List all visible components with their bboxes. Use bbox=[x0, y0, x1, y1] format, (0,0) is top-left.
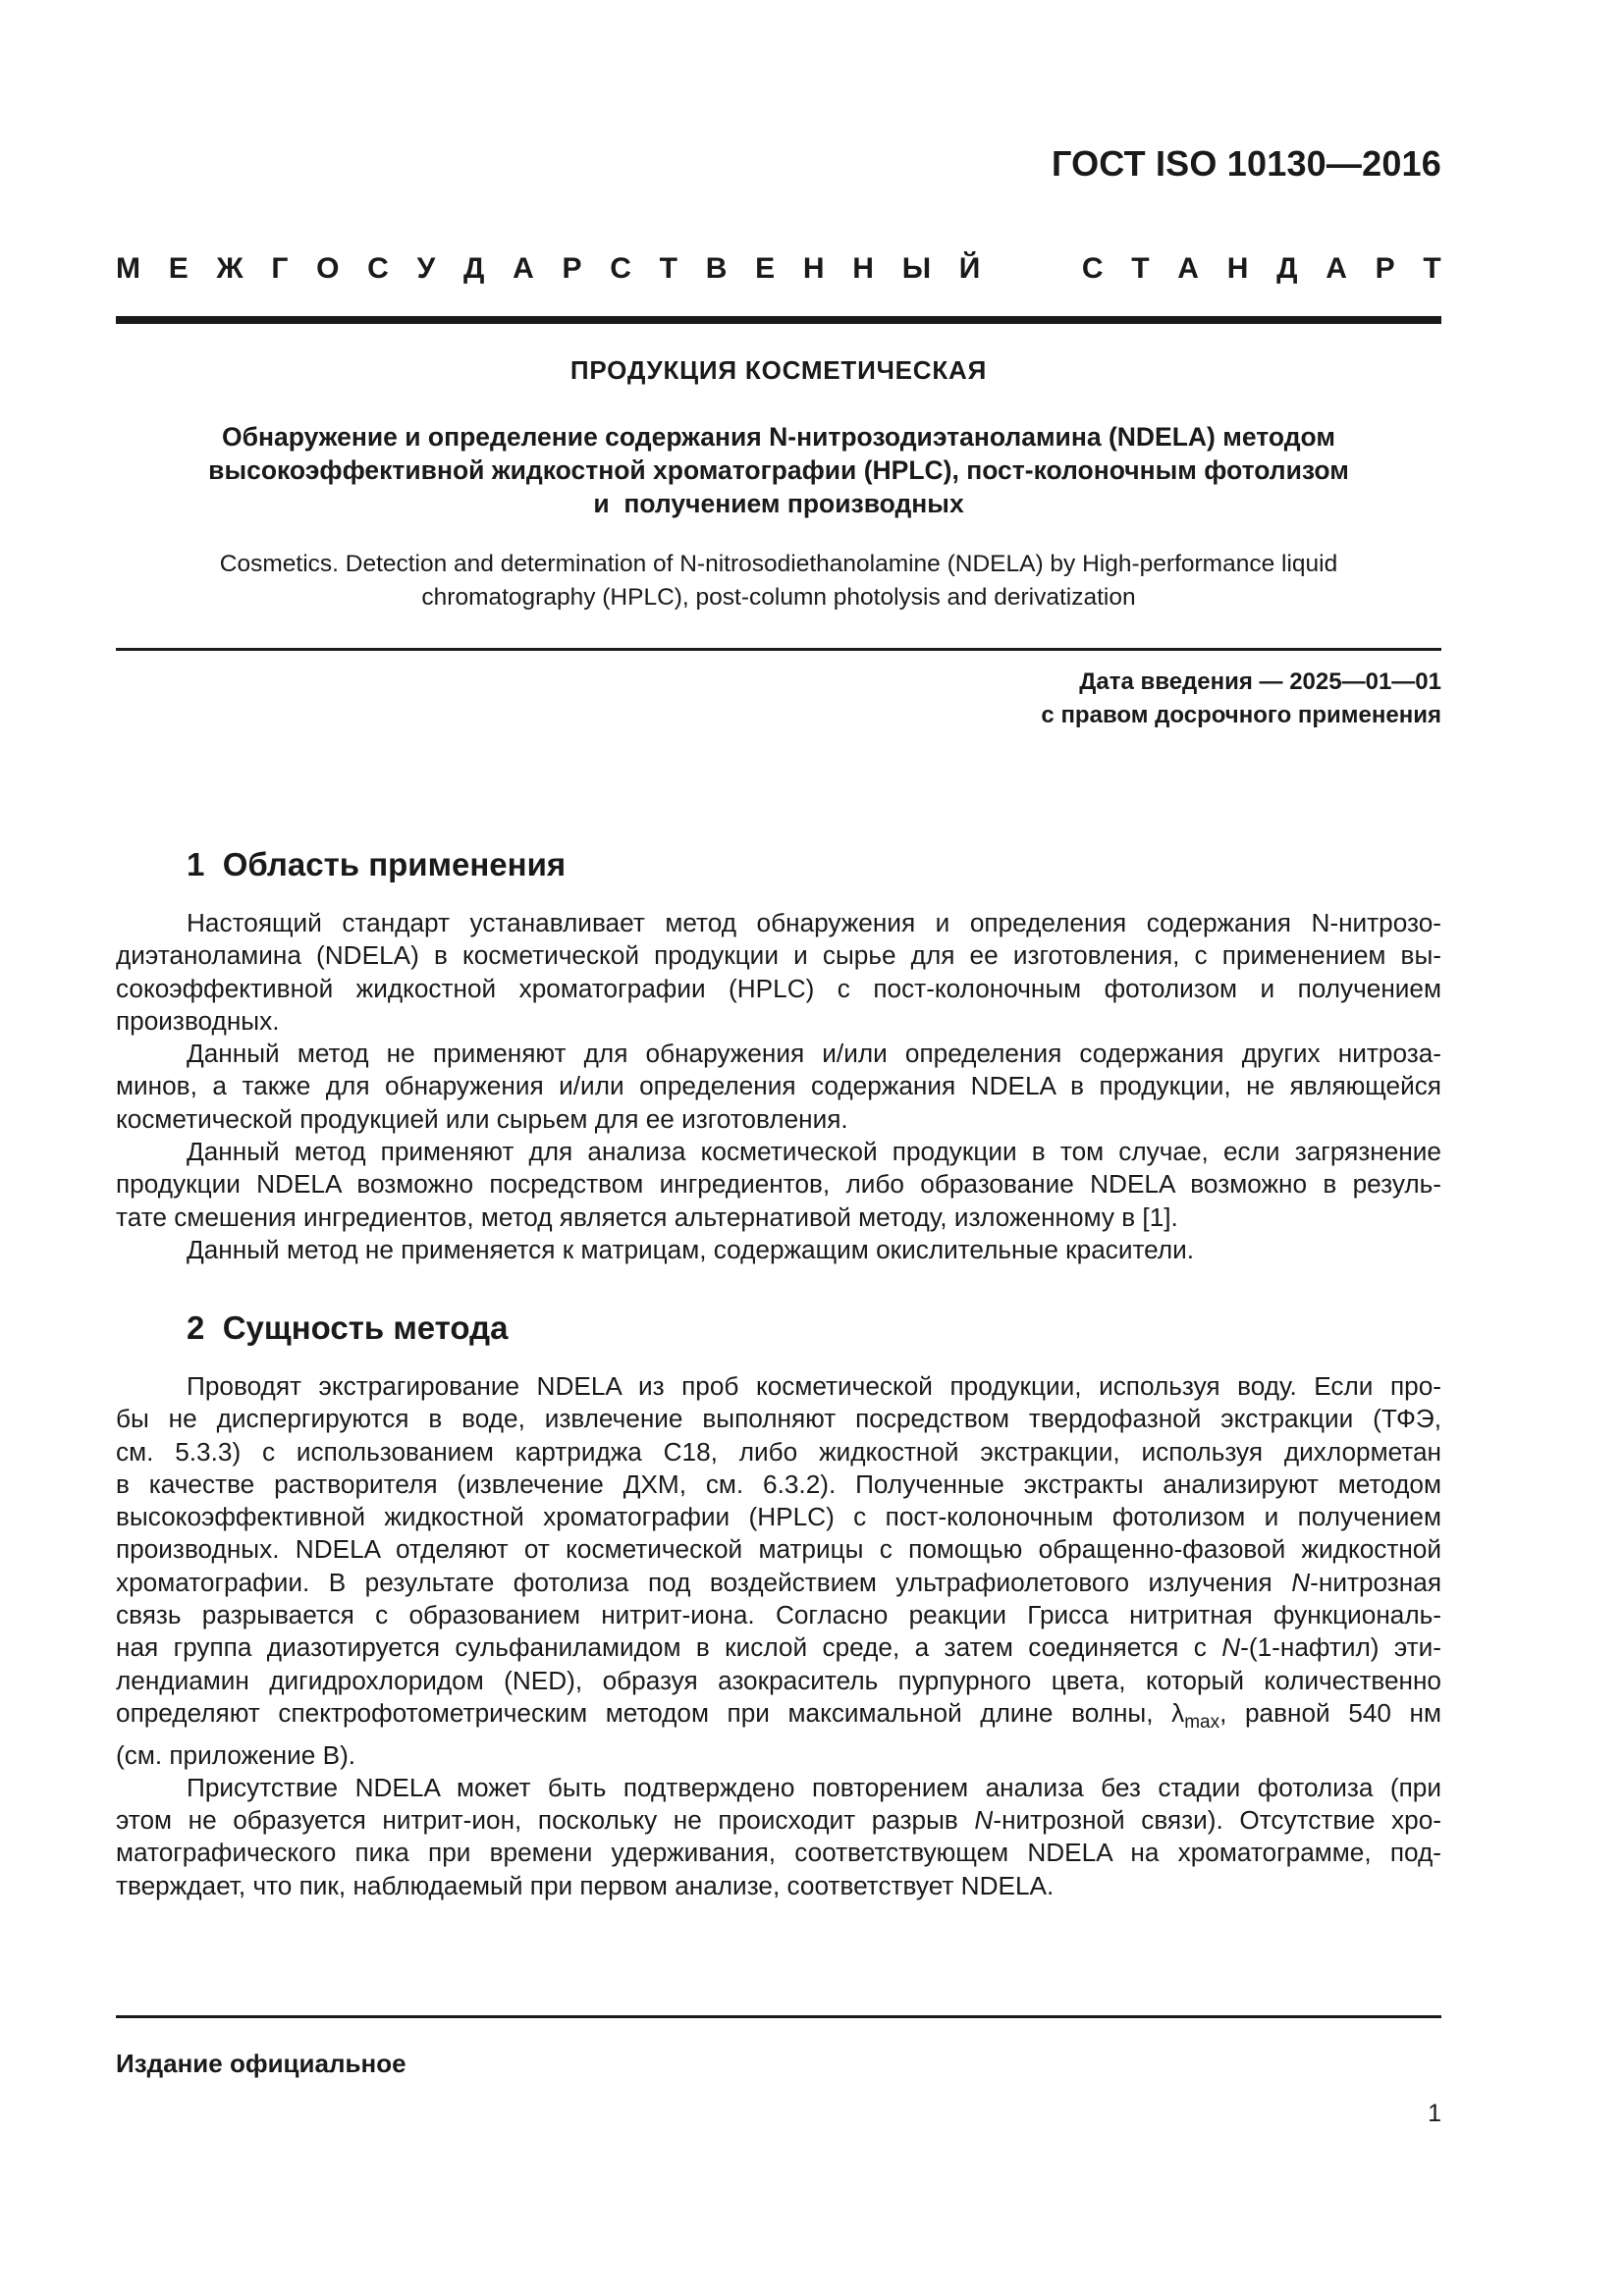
banner-letter: О bbox=[316, 252, 340, 285]
banner-letter: Т bbox=[1423, 252, 1441, 285]
banner-letter: А bbox=[1177, 252, 1199, 285]
header-divider-thick bbox=[116, 316, 1441, 324]
text-line bbox=[116, 1631, 1441, 1664]
text-line: производных. bbox=[116, 1005, 280, 1036]
paragraph bbox=[116, 1234, 1441, 1266]
text-line: тате смешения ингредиентов, метод является альтернативой методу, изложенному в [1]. bbox=[116, 1201, 1178, 1232]
paragraph bbox=[116, 1136, 1441, 1234]
text-run: , равной 540 нм bbox=[1219, 1697, 1442, 1728]
lambda-max-subscript: max bbox=[1184, 1712, 1220, 1734]
gost-code: ГОСТ ISO 10130—2016 bbox=[1051, 143, 1441, 184]
text-line: Данный метод не применяется к матрицам, содержащим окислительные красители. bbox=[187, 1234, 1195, 1264]
text-line bbox=[116, 1567, 1441, 1599]
title-line: и получением производных bbox=[593, 489, 964, 518]
introduction-date: Дата введения — 2025—01—01 bbox=[1079, 668, 1441, 695]
introduction-date-block bbox=[1041, 666, 1441, 732]
section-body-scope bbox=[116, 907, 1441, 1266]
text-line: в качестве растворителя (извлечение ДХМ, см. 6.3.2). Полученные экстракты анализируют методом bbox=[116, 1468, 1441, 1499]
text-line: связь разрывается с образованием нитрит-иона. Согласно реакции Грисса нитритная функциональ- bbox=[116, 1600, 1441, 1630]
text-line: косметической продукцией или сырьем для ее изготовления. bbox=[116, 1103, 848, 1134]
text-line: Данный метод применяют для анализа косметической продукции в том случае, если загрязнение bbox=[187, 1137, 1441, 1167]
text-line: сокоэффективной жидкостной хроматографии (HPLC) с пост-колоночным фотолизом и получением bbox=[116, 973, 1441, 1003]
text-run: -(1-нафтил) эти- bbox=[1240, 1632, 1441, 1663]
title-line: Cosmetics. Detection and determination of N-nitrosodiethanolamine (NDELA) by High-performance liquid bbox=[219, 551, 1338, 577]
italic-n: N bbox=[974, 1805, 994, 1836]
text-line: минов, а также для обнаружения и/или определения содержания NDELA в продукции, не являющейся bbox=[116, 1071, 1441, 1101]
banner-letter: Е bbox=[755, 252, 776, 285]
text-line: бы не диспергируются в воде, извлечение выполняют посредством твердофазной экстракции (ТФЭ, bbox=[116, 1404, 1441, 1434]
banner-letter: Ы bbox=[901, 252, 932, 285]
banner-letter: С bbox=[610, 252, 631, 285]
banner-letter: Г bbox=[271, 252, 289, 285]
banner-letter: Р bbox=[562, 252, 582, 285]
banner-word-gap bbox=[1008, 249, 1054, 289]
text-run: этом не образуется нитрит-ион, поскольку не происходит разрыв bbox=[116, 1805, 975, 1836]
text-line: матографического пика при времени удерживания, соответствующем NDELA на хроматограмме, под- bbox=[116, 1838, 1441, 1868]
section-body-method-principle bbox=[116, 1370, 1441, 1902]
banner-letter: А bbox=[1326, 252, 1347, 285]
paragraph bbox=[116, 1038, 1441, 1136]
text-run: -нитрозная bbox=[1310, 1567, 1441, 1597]
document-title-ru bbox=[116, 420, 1441, 520]
text-line: продукции NDELA возможно посредством ингредиентов, либо образование NDELA возможно в резуль- bbox=[116, 1169, 1441, 1200]
text-run: -нитрозной связи). Отсутствие хро- bbox=[993, 1805, 1441, 1836]
banner-letter: С bbox=[367, 252, 389, 285]
text-line: см. 5.3.3) с использованием картриджа С18, либо жидкостной экстракции, используя дихлорметан bbox=[116, 1436, 1441, 1467]
text-line: высокоэффективной жидкостной хроматографии (HPLC) с пост-колоночным фотолизом и получением bbox=[116, 1502, 1441, 1532]
text-line bbox=[116, 1804, 1441, 1837]
banner-letter: Н bbox=[1226, 252, 1249, 285]
text-line: Данный метод не применяют для обнаружения и/или определения содержания других нитроза- bbox=[187, 1039, 1441, 1069]
section-heading-method-principle: 2 Сущность метода bbox=[187, 1309, 509, 1346]
banner-letter: Д bbox=[462, 252, 485, 285]
text-line: лендиамин дигидрохлоридом (NED), образуя азокраситель пурпурного цвета, который количественно bbox=[116, 1665, 1441, 1695]
title-line: высокоэффективной жидкостной хроматографии (HPLC), пост-колоночным фотолизом bbox=[208, 455, 1349, 485]
banner-letter: М bbox=[116, 252, 140, 285]
text-line: тверждает, что пик, наблюдаемый при первом анализе, соответствует NDELA. bbox=[116, 1870, 1055, 1900]
text-run: хроматографии. В результате фотолиза под воздействием ультрафиолетового излучения bbox=[116, 1567, 1292, 1597]
section-heading-scope: 1 Область применения bbox=[187, 846, 567, 882]
banner-letter: Д bbox=[1276, 252, 1298, 285]
text-line: Проводят экстрагирование NDELA из проб косметической продукции, используя воду. Если про- bbox=[187, 1371, 1441, 1401]
banner-letter: Й bbox=[958, 252, 981, 285]
official-edition-label: Издание официальное bbox=[116, 2049, 406, 2078]
banner-letter: У bbox=[416, 252, 436, 285]
banner-letter: Т bbox=[659, 252, 677, 285]
text-line bbox=[116, 1697, 1441, 1739]
banner-letter: Е bbox=[168, 252, 189, 285]
title-divider bbox=[116, 648, 1441, 651]
banner-letter: Р bbox=[1375, 252, 1395, 285]
product-category-title: ПРОДУКЦИЯ КОСМЕТИЧЕСКАЯ bbox=[569, 355, 988, 385]
paragraph bbox=[116, 1772, 1441, 1902]
italic-n: N bbox=[1221, 1632, 1241, 1663]
footer-divider bbox=[116, 2015, 1441, 2018]
document-title-en bbox=[116, 548, 1441, 614]
text-run: ная группа диазотируется сульфаниламидом в кислой среде, а затем соединяется с bbox=[116, 1632, 1222, 1663]
banner-letter: Н bbox=[852, 252, 874, 285]
banner-letter: Т bbox=[1131, 252, 1150, 285]
text-line: Настоящий стандарт устанавливает метод обнаружения и определения содержания N-нитрозо- bbox=[187, 908, 1441, 937]
text-line: Присутствие NDELA может быть подтверждено повторением анализа без стадии фотолиза (при bbox=[187, 1772, 1441, 1802]
text-line: (см. приложение В). bbox=[116, 1739, 356, 1770]
banner-letter: Ж bbox=[216, 252, 244, 285]
title-line: chromatography (HPLC), post-column photolysis and derivatization bbox=[421, 584, 1136, 611]
page-number: 1 bbox=[1428, 2100, 1441, 2127]
text-line: производных. NDELA отделяют от косметической матрицы с помощью обращенно-фазовой жидкостной bbox=[116, 1534, 1441, 1565]
banner-letter: В bbox=[705, 252, 728, 285]
italic-n: N bbox=[1291, 1567, 1311, 1597]
early-application-note: с правом досрочного применения bbox=[1041, 702, 1441, 728]
standard-type-banner bbox=[116, 249, 1441, 289]
text-run: определяют спектрофотометрическим методом при максимальной длине волны, λ bbox=[116, 1697, 1185, 1728]
paragraph bbox=[116, 1370, 1441, 1772]
paragraph bbox=[116, 907, 1441, 1038]
text-line: диэтаноламина (NDELA) в косметической продукции и сырье для ее изготовления, с применением вы- bbox=[116, 940, 1441, 971]
title-line: Обнаружение и определение содержания N-нитрозодиэтаноламина (NDELA) методом bbox=[222, 422, 1335, 452]
banner-letter: С bbox=[1081, 252, 1104, 285]
banner-letter: Н bbox=[802, 252, 825, 285]
banner-letter: А bbox=[513, 252, 534, 285]
